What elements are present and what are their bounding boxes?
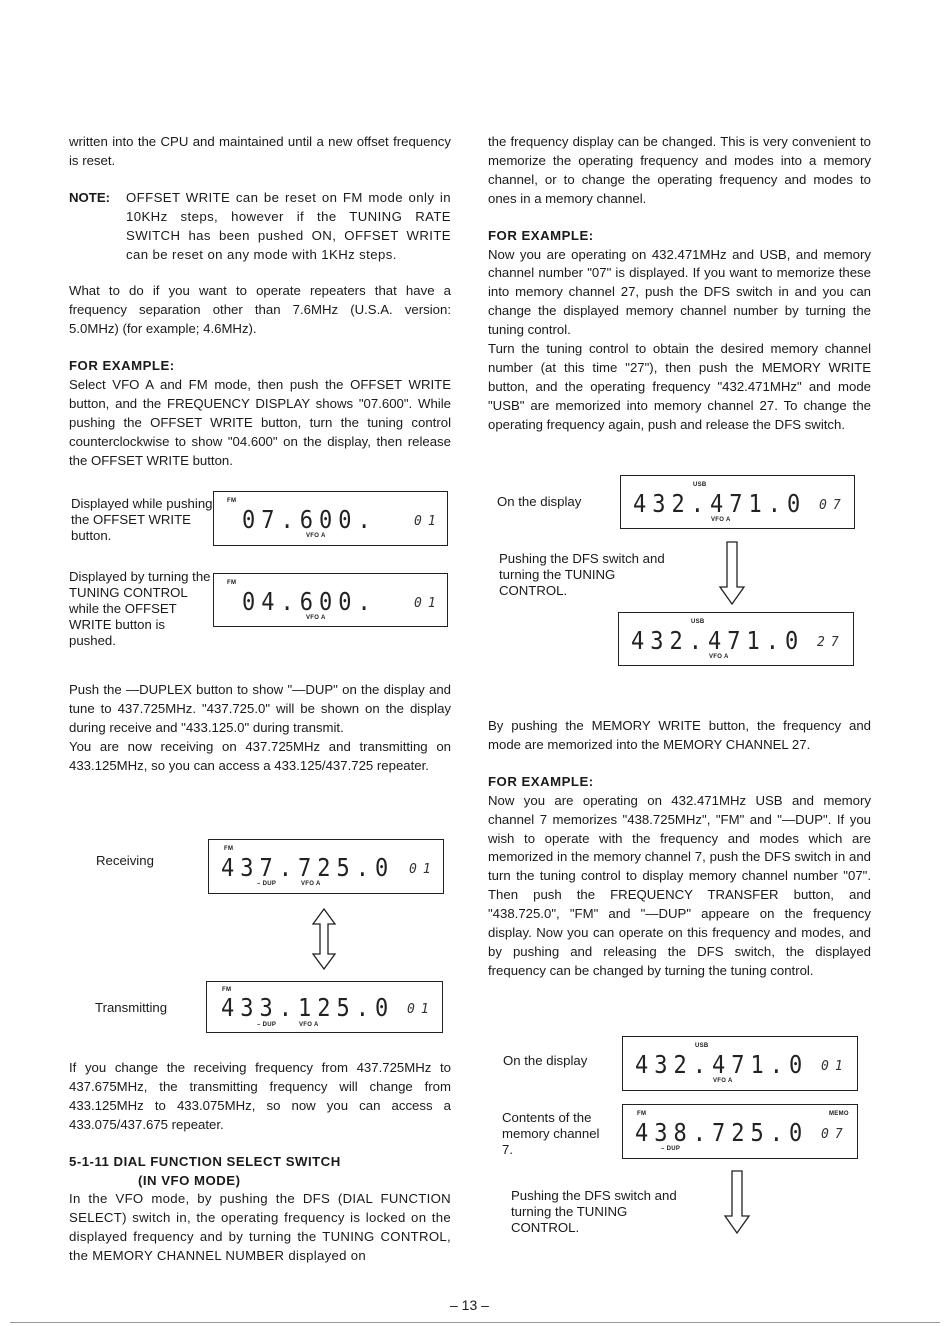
channel-number: 07 (821, 1127, 849, 1142)
down-arrow-icon (718, 541, 746, 605)
frequency-digits: 437.725.0 (221, 854, 395, 883)
frequency-digits: 432.471.0 (631, 627, 805, 656)
example-heading: FOR EXAMPLE: (488, 227, 594, 243)
mode-indicator: FM (637, 1111, 647, 1117)
frequency-digits: 07.600. (242, 506, 377, 535)
instruction-label: Pushing the DFS switch and turning the TUNING CONTROL. (511, 1188, 677, 1235)
channel-number: 01 (407, 1002, 435, 1017)
channel-number: 01 (414, 514, 442, 529)
paragraph: Now you are operating on 432.471MHz USB and memory channel 7 memorizes "438.725MHz", "FM" and "—DUP". If you wish to operate with the frequency and modes which are memorized in the memory channel 7, push the DFS switch in and turn the tuning control to display memory channel number "07". Then push the FREQUENCY TRANSFER button, and "438.725.0", "FM" and "—DUP" appeare on the frequency display. Now you can operate on this frequency and modes, and by pushing and releasing the DFS switch, the displayed frequency can be changed by turning the tuning control. (488, 792, 871, 978)
frequency-digits: 432.471.0 (633, 490, 807, 519)
down-arrow-icon (723, 1170, 751, 1234)
mode-indicator: FM (222, 987, 232, 993)
channel-number: 27 (817, 635, 845, 650)
display-label: On the display (497, 494, 582, 509)
left-column (69, 133, 451, 471)
paragraph: Push the —DUPLEX button to show "—DUP" on the display and tune to 437.725MHz. "437.725.0" will be shown on the display during receive and "433.125.0" during transmit. (69, 682, 451, 735)
paragraph: Now you are operating on 432.471MHz and USB, and memory channel number "07" is displayed. If you want to memorize these into memory channel 27, push the DFS switch in and you can change the displayed memory channel number by turning the tuning control. (488, 246, 871, 338)
vfo-indicator: VFO A (299, 1022, 319, 1028)
paragraph: What to do if you want to operate repeaters that have a frequency separation other than 7.6MHz (U.S.A. version: 5.0MHz) (for example; 4.6MHz). (69, 283, 451, 337)
paragraph: You are now receiving on 437.725MHz and transmitting on 433.125MHz, so you can access a 433.125/437.725 repeater. (69, 738, 451, 773)
duplex-indicator: – DUP (661, 1146, 681, 1152)
lcd-display (618, 612, 854, 666)
right-column-bottom (488, 717, 871, 981)
paragraph: Turn the tuning control to obtain the desired memory channel number (at this time "27"), then push the MEMORY WRITE button, and the operating frequency "432.471MHz" and mode "USB" are memorized into memory channel 27. To change the operating frequency again, push and release the DFS switch. (488, 341, 871, 432)
page-number: – 13 – (450, 1297, 489, 1313)
mode-indicator: USB (695, 1043, 709, 1049)
lcd-display (213, 573, 448, 627)
double-arrow-icon (311, 908, 337, 970)
lcd-display-memory (622, 1104, 858, 1159)
mode-indicator: FM (227, 580, 237, 586)
vfo-indicator: VFO A (713, 1078, 733, 1084)
paragraph: the frequency display can be changed. This is very convenient to memorize the operating frequency and modes into a memory channel, or to change the operating frequency and modes to ones in a memory channel. (488, 134, 871, 206)
memo-indicator: MEMO (829, 1111, 849, 1117)
note-label: NOTE: (69, 189, 111, 205)
display-label: Receiving (96, 853, 154, 868)
paragraph: written into the CPU and maintained until a new offset frequency is reset. (69, 134, 451, 168)
mode-indicator: USB (691, 619, 705, 625)
display-label: Displayed while pushing the OFFSET WRITE button. (71, 496, 213, 543)
mode-indicator: FM (227, 498, 237, 504)
lcd-display-receive (208, 839, 444, 894)
paragraph: In the VFO mode, by pushing the DFS (DIAL FUNCTION SELECT) switch in, the operating frequency is locked on the displayed frequency and by turning the TUNING CONTROL, the MEMORY CHANNEL NUMBER displayed on (69, 1191, 451, 1264)
channel-number: 07 (819, 498, 847, 513)
example-heading: FOR EXAMPLE: (69, 358, 175, 374)
display-label: On the display (503, 1053, 588, 1068)
vfo-indicator: VFO A (306, 615, 326, 621)
right-column (488, 133, 871, 435)
note-text: OFFSET WRITE can be reset on FM mode only in 10KHz steps, however if the TUNING RATE SWITCH has been pushed ON, OFFSET WRITE can be reset on any mode with 1KHz steps. (126, 189, 451, 262)
mode-indicator: USB (693, 482, 707, 488)
display-label: Contents of the memory channel 7. (502, 1110, 600, 1157)
frequency-digits: 04.600. (242, 588, 377, 617)
vfo-indicator: VFO A (711, 517, 731, 523)
section-subheading: (IN VFO MODE) (138, 1172, 241, 1188)
lcd-display (213, 491, 448, 546)
display-label: Transmitting (95, 1000, 168, 1015)
lcd-display (620, 475, 855, 529)
channel-number: 01 (409, 862, 437, 877)
frequency-digits: 432.471.0 (635, 1051, 809, 1080)
lcd-display-transmit (206, 981, 443, 1033)
left-column-mid (69, 681, 451, 776)
display-label: Displayed by turning the TUNING CONTROL while the OFFSET WRITE button is pushed. (69, 569, 211, 648)
vfo-indicator: VFO A (709, 654, 729, 660)
duplex-indicator: – DUP (257, 881, 277, 887)
paragraph: By pushing the MEMORY WRITE button, the frequency and mode are memorized into the MEMORY CHANNEL 27. (488, 718, 871, 752)
channel-number: 01 (821, 1059, 849, 1074)
mode-indicator: FM (224, 846, 234, 852)
vfo-indicator: VFO A (301, 881, 321, 887)
bottom-rule (10, 1322, 940, 1323)
duplex-indicator: – DUP (257, 1022, 277, 1028)
vfo-indicator: VFO A (306, 533, 326, 539)
frequency-digits: 433.125.0 (221, 994, 395, 1023)
left-column-bottom (69, 1059, 451, 1266)
frequency-digits: 438.725.0 (635, 1119, 809, 1148)
paragraph: Select VFO A and FM mode, then push the OFFSET WRITE button, and the FREQUENCY DISPLAY shows "07.600". While pushing the OFFSET WRITE button, turn the tuning control counterclockwise to show "04.600" on the display, then release the OFFSET WRITE button. (69, 377, 451, 468)
paragraph: If you change the receiving frequency from 437.725MHz to 437.675MHz, the transmitting frequency will change from 433.125MHz to 433.075MHz, so now you can access a 433.075/437.675 repeater. (69, 1060, 451, 1132)
example-heading: FOR EXAMPLE: (488, 773, 594, 789)
channel-number: 01 (414, 596, 442, 611)
note-block (69, 189, 451, 265)
instruction-label: Pushing the DFS switch and turning the TUNING CONTROL. (499, 551, 665, 598)
section-heading: 5-1-11 DIAL FUNCTION SELECT SWITCH (69, 1153, 341, 1169)
lcd-display (622, 1036, 858, 1091)
